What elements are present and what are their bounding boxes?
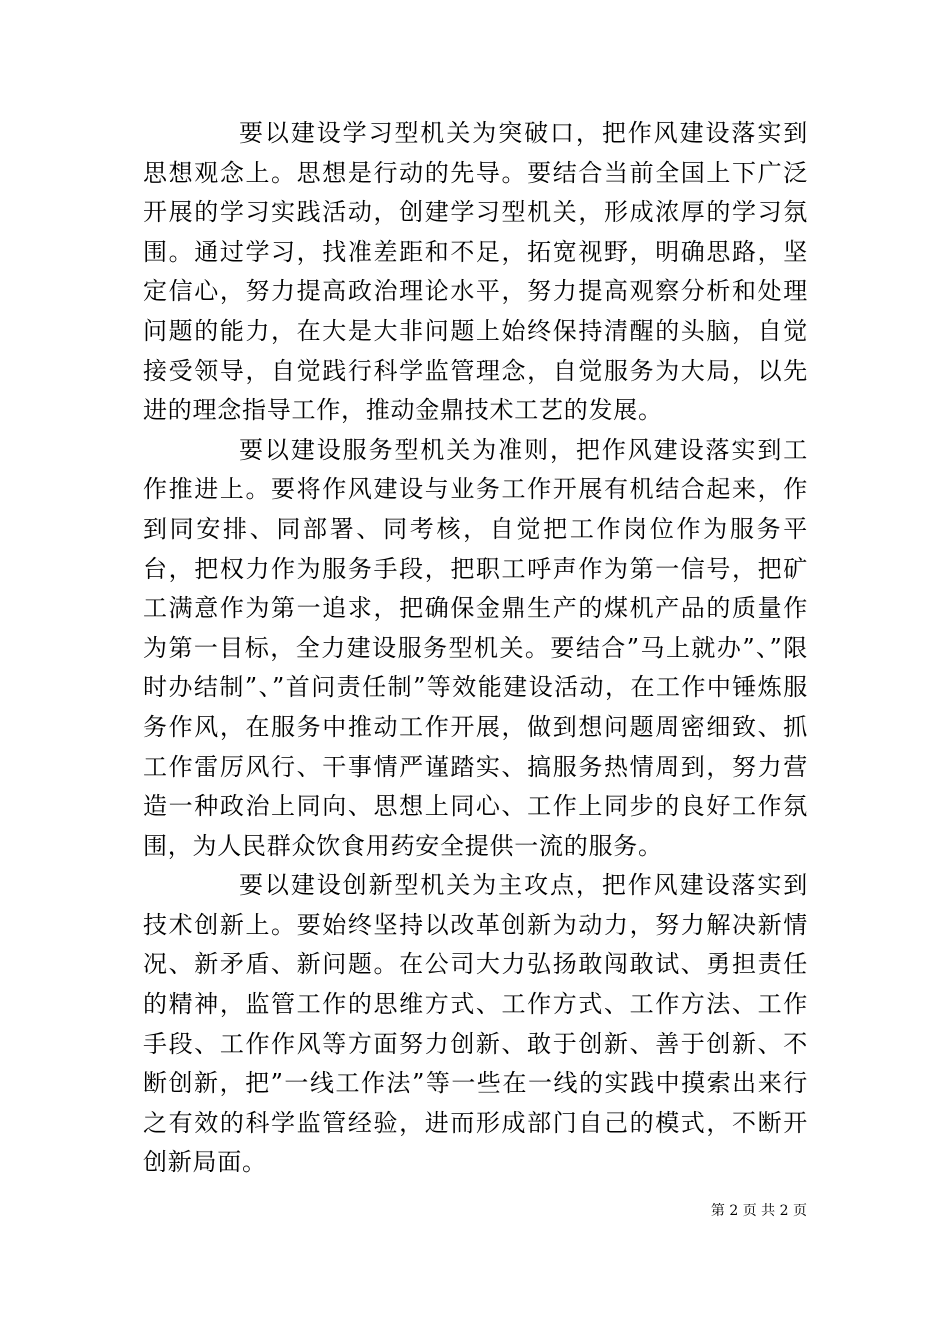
page-number-footer [711,1202,807,1220]
paragraph-innovation-organ: 要以建设创新型机关为主攻点，把作风建设落实到技术创新上。要始终坚持以改革创新为动力，努力解决新情况、新矛盾、新问题。在公司大力弘扬敢闯敢试、勇担责任的精神，监管工作的思维方式、工作方式、工作方法、工作手段、工作作风等方面努力创新、敢于创新、善于创新、不断创新，把”一线工作法”等一些在一线的实践中摸索出来行之有效的科学监管经验，进而形成部门自己的模式，不断开创新局面。 [143,871,808,1177]
paragraph-learning-organ: 要以建设学习型机关为突破口，把作风建设落实到思想观念上。思想是行动的先导。要结合当前全国上下广泛开展的学习实践活动，创建学习型机关，形成浓厚的学习氛围。通过学习，找准差距和不足，拓宽视野，明确思路，坚定信心，努力提高政治理论水平，努力提高观察分析和处理问题的能力，在大是大非问题上始终保持清醒的头脑，自觉接受领导，自觉践行科学监管理念，自觉服务为大局，以先进的理念指导工作，推动金鼎技术工艺的发展。 [143,119,808,425]
paragraph-service-organ: 要以建设服务型机关为准则，把作风建设落实到工作推进上。要将作风建设与业务工作开展有机结合起来，作到同安排、同部署、同考核，自觉把工作岗位作为服务平台，把权力作为服务手段，把职工呼声作为第一信号，把矿工满意作为第一追求，把确保金鼎生产的煤机产品的质量作为第一目标，全力建设服务型机关。要结合”马上就办”、”限时办结制”、”首问责任制”等效能建设活动，在工作中锤炼服务作风，在服务中推动工作开展，做到想问题周密细致、抓工作雷厉风行、干事情严谨踏实、搞服务热情周到，努力营造一种政治上同向、思想上同心、工作上同步的良好工作氛围，为人民群众饮食用药安全提供一流的服务。 [143,435,808,860]
document-body [143,114,808,1183]
page-number-label: 第 2 页 共 2 页 [710,1203,807,1219]
